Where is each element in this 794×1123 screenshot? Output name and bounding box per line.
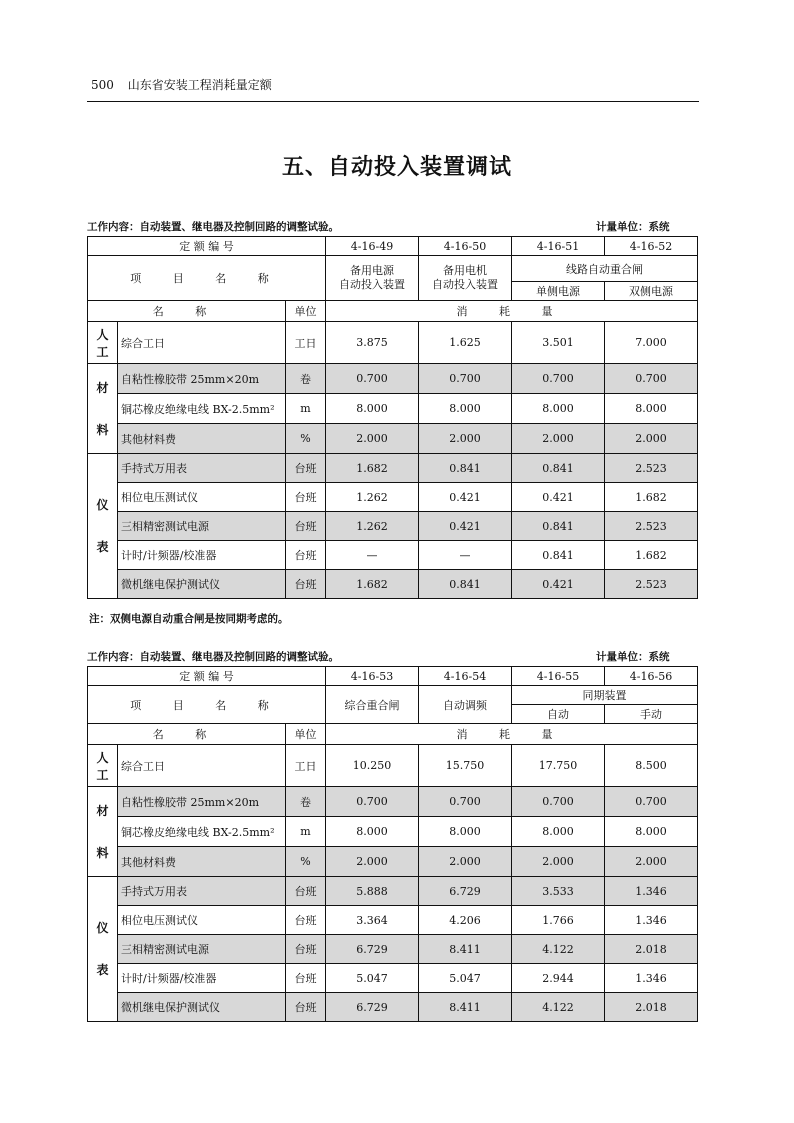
consumption-value: 6.729 xyxy=(326,935,419,964)
resource-name: 微机继电保护测试仪 xyxy=(118,570,286,599)
consumption-value: 2.000 xyxy=(419,424,512,454)
consumption-value: 2.000 xyxy=(512,424,605,454)
resource-name: 三相精密测试电源 xyxy=(118,935,286,964)
work-content-2: 工作内容：自动装置、继电器及控制回路的调整试验。 xyxy=(87,651,339,663)
consumption-value: 6.729 xyxy=(326,993,419,1022)
consumption-value: 15.750 xyxy=(419,745,512,787)
item-sub-name: 单侧电源 xyxy=(512,282,605,301)
instrument-row xyxy=(88,877,698,906)
consumption-value: 3.501 xyxy=(512,322,605,364)
consumption-value: 6.729 xyxy=(419,877,512,906)
consumption-value: — xyxy=(419,541,512,570)
item-sub-name: 自动 xyxy=(512,705,605,724)
item-sub-name: 双侧电源 xyxy=(605,282,698,301)
resource-unit: 台班 xyxy=(286,541,326,570)
labor-section xyxy=(88,745,698,787)
consumption-value: 0.700 xyxy=(512,364,605,394)
consumption-value: 2.944 xyxy=(512,964,605,993)
instrument-row xyxy=(88,964,698,993)
consumption-value: 1.682 xyxy=(605,541,698,570)
consumption-value: 0.421 xyxy=(512,570,605,599)
measure-unit-2: 计量单位：系统 xyxy=(596,651,670,663)
consumption-value: — xyxy=(326,541,419,570)
consumption-value: 1.262 xyxy=(326,512,419,541)
item-name-col2: 自动调频 xyxy=(419,686,512,724)
item-group-name: 同期装置 xyxy=(512,686,698,705)
resource-unit: 卷 xyxy=(286,364,326,394)
resource-name: 相位电压测试仪 xyxy=(118,906,286,935)
consumption-value: 0.421 xyxy=(512,483,605,512)
item-name-col2: 备用电机 自动投入装置 xyxy=(419,256,512,301)
consumption-value: 8.000 xyxy=(326,394,419,424)
category-instrument: 仪 表 xyxy=(88,454,118,599)
page-header xyxy=(91,76,272,93)
consumption-value: 2.523 xyxy=(605,512,698,541)
labor-row xyxy=(88,322,698,364)
consumption-value: 0.700 xyxy=(605,364,698,394)
consumption-value: 2.000 xyxy=(512,847,605,877)
instrument-row xyxy=(88,906,698,935)
label-unit: 单位 xyxy=(286,301,326,322)
resource-name: 铜芯橡皮绝缘电线 BX-2.5mm² xyxy=(118,394,286,424)
labor-section xyxy=(88,322,698,364)
label-quota-code: 定 额 编 号 xyxy=(88,667,326,686)
consumption-value: 0.700 xyxy=(605,787,698,817)
work-content-1: 工作内容：自动装置、继电器及控制回路的调整试验。 xyxy=(87,221,339,233)
resource-name: 综合工日 xyxy=(118,745,286,787)
label-consumption: 消 耗 量 xyxy=(326,724,698,745)
label-name: 名 称 xyxy=(88,724,286,745)
resource-unit: 工日 xyxy=(286,322,326,364)
consumption-value: 0.841 xyxy=(512,512,605,541)
resource-unit: m xyxy=(286,394,326,424)
item-name-col1: 综合重合闸 xyxy=(326,686,419,724)
consumption-value: 0.841 xyxy=(512,454,605,483)
consumption-value: 8.411 xyxy=(419,993,512,1022)
consumption-value: 4.206 xyxy=(419,906,512,935)
consumption-value: 8.000 xyxy=(419,394,512,424)
resource-unit: 台班 xyxy=(286,512,326,541)
resource-unit: 台班 xyxy=(286,570,326,599)
labor-row xyxy=(88,745,698,787)
label-unit: 单位 xyxy=(286,724,326,745)
consumption-value: 3.533 xyxy=(512,877,605,906)
category-material: 材 料 xyxy=(88,787,118,877)
resource-name: 自粘性橡胶带 25mm×20m xyxy=(118,787,286,817)
consumption-value: 17.750 xyxy=(512,745,605,787)
quota-code: 4-16-50 xyxy=(419,237,512,256)
consumption-value: 8.000 xyxy=(419,817,512,847)
resource-unit: 台班 xyxy=(286,935,326,964)
item-sub-name: 手动 xyxy=(605,705,698,724)
consumption-value: 2.018 xyxy=(605,935,698,964)
instrument-row xyxy=(88,483,698,512)
resource-name: 自粘性橡胶带 25mm×20m xyxy=(118,364,286,394)
material-row xyxy=(88,424,698,454)
material-row xyxy=(88,364,698,394)
resource-unit: 台班 xyxy=(286,483,326,512)
resource-unit: 台班 xyxy=(286,877,326,906)
category-labor: 人 工 xyxy=(88,745,118,787)
consumption-value: 0.700 xyxy=(326,364,419,394)
consumption-value: 0.841 xyxy=(419,454,512,483)
category-instrument: 仪 表 xyxy=(88,877,118,1022)
quota-table-1 xyxy=(87,236,698,599)
material-row xyxy=(88,394,698,424)
label-quota-code: 定 额 编 号 xyxy=(88,237,326,256)
quota-code: 4-16-51 xyxy=(512,237,605,256)
material-section xyxy=(88,364,698,454)
consumption-value: 5.888 xyxy=(326,877,419,906)
resource-unit: 卷 xyxy=(286,787,326,817)
section-title: 五、自动投入装置调试 xyxy=(281,155,512,180)
page-number: 500 xyxy=(91,78,114,92)
consumption-value: 4.122 xyxy=(512,993,605,1022)
resource-name: 三相精密测试电源 xyxy=(118,512,286,541)
book-title: 山东省安装工程消耗量定额 xyxy=(127,78,272,92)
resource-name: 综合工日 xyxy=(118,322,286,364)
consumption-value: 10.250 xyxy=(326,745,419,787)
category-labor: 人 工 xyxy=(88,322,118,364)
consumption-value: 1.625 xyxy=(419,322,512,364)
instrument-section xyxy=(88,454,698,599)
resource-name: 手持式万用表 xyxy=(118,877,286,906)
consumption-value: 4.122 xyxy=(512,935,605,964)
instrument-row xyxy=(88,993,698,1022)
material-row xyxy=(88,847,698,877)
resource-name: 铜芯橡皮绝缘电线 BX-2.5mm² xyxy=(118,817,286,847)
consumption-value: 0.700 xyxy=(419,364,512,394)
resource-unit: 台班 xyxy=(286,454,326,483)
table-note: 注：双侧电源自动重合闸是按同期考虑的。 xyxy=(89,613,289,625)
instrument-row xyxy=(88,570,698,599)
instrument-row xyxy=(88,512,698,541)
consumption-value: 2.000 xyxy=(605,847,698,877)
quota-code: 4-16-54 xyxy=(419,667,512,686)
resource-unit: 台班 xyxy=(286,993,326,1022)
consumption-value: 3.875 xyxy=(326,322,419,364)
resource-unit: 台班 xyxy=(286,906,326,935)
label-consumption: 消 耗 量 xyxy=(326,301,698,322)
consumption-value: 3.364 xyxy=(326,906,419,935)
consumption-value: 5.047 xyxy=(419,964,512,993)
consumption-value: 1.682 xyxy=(605,483,698,512)
category-material: 材 料 xyxy=(88,364,118,454)
label-item-name: 项 目 名 称 xyxy=(88,686,326,724)
consumption-value: 2.000 xyxy=(326,424,419,454)
consumption-value: 1.346 xyxy=(605,877,698,906)
resource-name: 微机继电保护测试仪 xyxy=(118,993,286,1022)
consumption-value: 0.421 xyxy=(419,512,512,541)
consumption-value: 7.000 xyxy=(605,322,698,364)
consumption-value: 8.000 xyxy=(605,394,698,424)
quota-code: 4-16-49 xyxy=(326,237,419,256)
material-section xyxy=(88,787,698,877)
consumption-value: 8.000 xyxy=(326,817,419,847)
quota-code: 4-16-52 xyxy=(605,237,698,256)
consumption-value: 0.421 xyxy=(419,483,512,512)
consumption-value: 0.700 xyxy=(512,787,605,817)
instrument-section xyxy=(88,877,698,1022)
consumption-value: 8.000 xyxy=(512,394,605,424)
consumption-value: 1.346 xyxy=(605,964,698,993)
resource-name: 其他材料费 xyxy=(118,424,286,454)
label-name: 名 称 xyxy=(88,301,286,322)
consumption-value: 0.700 xyxy=(419,787,512,817)
item-name-col1: 备用电源 自动投入装置 xyxy=(326,256,419,301)
resource-unit: 台班 xyxy=(286,964,326,993)
consumption-value: 1.766 xyxy=(512,906,605,935)
quota-code: 4-16-56 xyxy=(605,667,698,686)
quota-table-2 xyxy=(87,666,698,1022)
consumption-value: 2.000 xyxy=(326,847,419,877)
resource-unit: 工日 xyxy=(286,745,326,787)
header-rule xyxy=(87,101,699,102)
resource-name: 计时/计频器/校准器 xyxy=(118,964,286,993)
consumption-value: 2.018 xyxy=(605,993,698,1022)
consumption-value: 2.523 xyxy=(605,454,698,483)
consumption-value: 1.346 xyxy=(605,906,698,935)
resource-unit: m xyxy=(286,817,326,847)
measure-unit-1: 计量单位：系统 xyxy=(596,221,670,233)
consumption-value: 2.000 xyxy=(419,847,512,877)
resource-unit: % xyxy=(286,424,326,454)
consumption-value: 0.841 xyxy=(419,570,512,599)
resource-name: 其他材料费 xyxy=(118,847,286,877)
label-item-name: 项 目 名 称 xyxy=(88,256,326,301)
consumption-value: 8.000 xyxy=(512,817,605,847)
resource-name: 手持式万用表 xyxy=(118,454,286,483)
consumption-value: 2.523 xyxy=(605,570,698,599)
quota-code: 4-16-55 xyxy=(512,667,605,686)
consumption-value: 1.682 xyxy=(326,570,419,599)
resource-name: 相位电压测试仪 xyxy=(118,483,286,512)
instrument-row xyxy=(88,935,698,964)
consumption-value: 1.262 xyxy=(326,483,419,512)
instrument-row xyxy=(88,454,698,483)
consumption-value: 8.411 xyxy=(419,935,512,964)
consumption-value: 0.841 xyxy=(512,541,605,570)
consumption-value: 8.500 xyxy=(605,745,698,787)
material-row xyxy=(88,787,698,817)
item-group-name: 线路自动重合闸 xyxy=(512,256,698,282)
consumption-value: 5.047 xyxy=(326,964,419,993)
quota-code: 4-16-53 xyxy=(326,667,419,686)
material-row xyxy=(88,817,698,847)
instrument-row xyxy=(88,541,698,570)
resource-name: 计时/计频器/校准器 xyxy=(118,541,286,570)
resource-unit: % xyxy=(286,847,326,877)
consumption-value: 8.000 xyxy=(605,817,698,847)
consumption-value: 1.682 xyxy=(326,454,419,483)
consumption-value: 0.700 xyxy=(326,787,419,817)
consumption-value: 2.000 xyxy=(605,424,698,454)
